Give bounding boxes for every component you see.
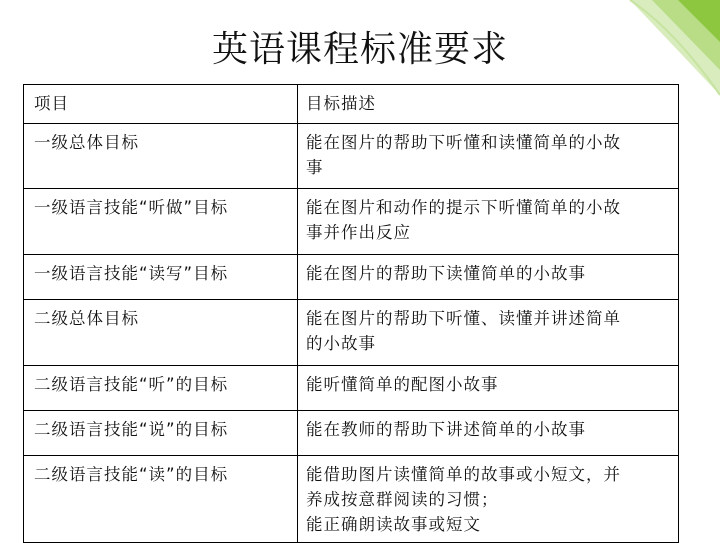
table-row xyxy=(24,456,679,543)
row-goal xyxy=(298,366,679,411)
goal-line: 的小故事 xyxy=(306,334,376,353)
row-goal xyxy=(298,189,679,255)
goal-line: 能在图片的帮助下听懂和读懂简单的小故 xyxy=(306,133,621,152)
row-item: 二级语言技能“读”的目标 xyxy=(24,456,298,543)
goal-line: 事 xyxy=(306,158,324,177)
goal-line: 能在图片和动作的提示下听懂简单的小故 xyxy=(306,198,621,217)
table-row xyxy=(24,189,679,255)
row-item: 二级总体目标 xyxy=(24,300,298,366)
row-goal xyxy=(298,300,679,366)
table-row xyxy=(24,411,679,456)
table-row xyxy=(24,300,679,366)
goal-line: 能在图片的帮助下读懂简单的小故事 xyxy=(306,264,586,283)
goal-line: 能听懂简单的配图小故事 xyxy=(306,375,499,394)
table-row xyxy=(24,366,679,411)
page-title: 英语课程标准要求 xyxy=(211,29,508,70)
header-goal: 目标描述 xyxy=(298,85,679,124)
row-item: 一级语言技能“听做”目标 xyxy=(24,189,298,255)
table-header-row xyxy=(24,85,679,124)
goal-line: 养成按意群阅读的习惯； xyxy=(306,490,499,509)
goal-line: 能正确朗读故事或短文 xyxy=(306,515,481,534)
row-goal xyxy=(298,411,679,456)
row-item: 一级总体目标 xyxy=(24,124,298,189)
standards-table xyxy=(23,84,679,543)
goal-line: 能在图片的帮助下听懂、读懂并讲述简单 xyxy=(306,309,621,328)
row-item: 二级语言技能“听”的目标 xyxy=(24,366,298,411)
table-row xyxy=(24,255,679,300)
row-goal xyxy=(298,456,679,543)
row-item: 二级语言技能“说”的目标 xyxy=(24,411,298,456)
row-goal xyxy=(298,124,679,189)
goal-line: 能借助图片读懂简单的故事或小短文，并 xyxy=(306,465,621,484)
header-item: 项目 xyxy=(24,85,298,124)
goal-line: 能在教师的帮助下讲述简单的小故事 xyxy=(306,420,586,439)
row-item: 一级语言技能“读写”目标 xyxy=(24,255,298,300)
row-goal xyxy=(298,255,679,300)
table-row xyxy=(24,124,679,189)
goal-line: 事并作出反应 xyxy=(306,223,411,242)
